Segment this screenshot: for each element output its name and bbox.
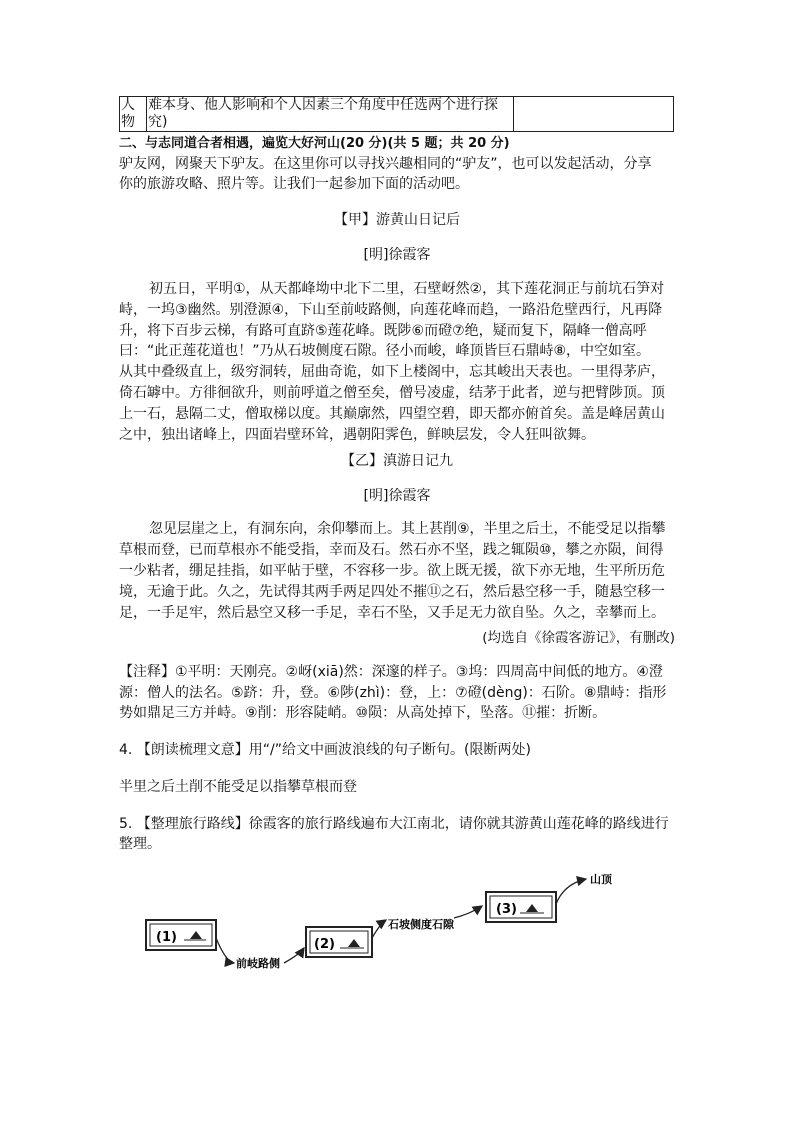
label-summit: 山顶 [590, 873, 612, 886]
text-line: 境，无逾于此。久之，先试得其两手两足四处不摧⑪之石，然后悬空移一手，随悬空移一 [119, 584, 665, 600]
mountain-icon [348, 939, 360, 947]
text-line: 倚石罅中。方徘徊欲升，则前呼道之僧至矣，僧号凌虚，结茅于此者，逆与把臂陟顶。顶 [119, 385, 665, 401]
table-row [120, 97, 674, 132]
text-line: 从其中叠级直上，级穷洞转，屈曲奇诡，如下上楼阁中，忘其峻出天表也。一里得茅庐， [119, 364, 665, 381]
route-arrow-2 [284, 948, 304, 963]
question-4-sentence: 半里之后土削不能受足以指攀草根而登 [119, 779, 357, 795]
box-1-label: (1) [156, 930, 177, 945]
question-5-line1: 5. 【整理旅行路线】徐霞客的旅行路线遍布大江南北，请你就其游黄山莲花峰的路线进行 [119, 816, 669, 832]
notes-line2: 源：僧人的法名。⑤跻：升，登。⑥陟(zhì)：登，上：⑦磴(dèng)：石阶。⑧鼎峙：指形 [119, 685, 667, 701]
row-answer-cell[interactable] [514, 97, 674, 132]
question-4: 4. 【朗读梳理文意】用“/”给文中画波浪线的句子断句。(限断两处) [119, 742, 531, 758]
mountain-icon [526, 904, 538, 912]
text-line: 曰：“此正莲花道也！”乃从石坡侧度石隙。径小而峻，峰顶皆巨石鼎峙⑧，中空如室。 [119, 343, 651, 360]
section-intro-line1: 驴友网，网聚天下驴友。在这里你可以寻找兴趣相同的“驴友”，也可以发起活动，分享 [119, 156, 652, 172]
text-line: 上一石，悬隔二丈，僧取梯以度。其巅廓然，四望空碧，即天都亦俯首矣。盖是峰居黄山 [119, 405, 665, 422]
box-3-label: (3) [496, 902, 517, 917]
section-heading: 二、与志同道合者相遇，遍览大好河山(20 分)(共 5 题；共 20 分) [119, 136, 510, 151]
box-2-label: (2) [314, 937, 335, 952]
label-front-fork: 前岐路侧 [236, 957, 280, 970]
text-line: 升，将下百步云梯，有路可直跻⑤莲花峰。既陟⑥而磴⑦绝，疑而复下，隔峰一僧高呼 [119, 322, 647, 339]
text-line: 足，一手足牢，然后悬空又移一手足，幸石不坠，又手足无力欲自坠。久之，幸攀而上。 [119, 605, 665, 621]
row-content-cell [147, 97, 514, 132]
row-label-line2: 物 [121, 114, 135, 130]
route-arrow-1 [216, 938, 234, 963]
notes-line3: 势如鼎足三方并峙。⑨削：形容陡峭。⑩陨：从高处掉下，坠落。⑪摧：折断。 [119, 705, 607, 721]
text-b-title: 【乙】滇游日记九 [341, 453, 453, 469]
route-arrow-4 [454, 906, 482, 918]
question-5-line2: 整理。 [119, 836, 161, 852]
text-a-author: [明]徐霞客 [363, 247, 431, 263]
row-content-line1: 难本身、他人影响和个人因素三个角度中任选两个进行探 [148, 97, 498, 113]
label-stone-slope: 石坡侧度石隙 [388, 918, 454, 931]
info-table [119, 96, 674, 132]
route-box-1 [146, 920, 216, 950]
text-line: 峙，一坞③幽然。别澄源④，下山至前岐路侧，向莲花峰而趋，一路沿危壁西行，凡再降 [119, 301, 663, 318]
route-arrow-3 [372, 920, 386, 938]
row-content-line2: 究) [148, 114, 168, 130]
text-line: 草根而登，已而草根亦不能受指，幸而及石。然石亦不坚，践之辄陨⑩，攀之亦陨，间得 [119, 542, 664, 558]
text-line: 一少粘者，绷足挂指，如平帖于壁，不容移一步。欲上既无援，欲下亦无地，生平所历危 [119, 563, 665, 579]
row-label-line1: 人 [121, 97, 135, 113]
text-b-author: [明]徐霞客 [363, 488, 431, 504]
route-diagram [140, 866, 680, 976]
section-intro-line2: 你的旅游攻略、照片等。让我们一起参加下面的活动吧。 [119, 176, 469, 192]
route-arrow-5 [556, 879, 586, 904]
text-a-title: 【甲】游黄山日记后 [334, 212, 460, 228]
route-box-3 [486, 892, 556, 922]
notes-line1: 【注释】①平明：天刚亮。②岈(xiā)然：深邃的样子。③坞：四周高中间低的地方。④澄 [119, 664, 663, 680]
row-label-cell [120, 97, 147, 132]
text-line: 忽见层崖之上，有洞东向，余仰攀而上。其上甚削⑨，半里之后土，不能受足以指攀 [149, 521, 666, 537]
text-line: 之中，独出诸峰上，四面岩壁环耸，遇朝阳霁色，鲜映层发，令人狂叫欲舞。 [119, 426, 595, 443]
text-source: (均选自《徐霞客游记》，有删改) [482, 630, 675, 646]
mountain-icon [190, 931, 202, 939]
text-line: 初五日，平明①，从天都峰坳中北下二里，石壁岈然②，其下莲花洞正与前坑石笋对 [149, 281, 665, 297]
route-box-2 [306, 927, 372, 957]
